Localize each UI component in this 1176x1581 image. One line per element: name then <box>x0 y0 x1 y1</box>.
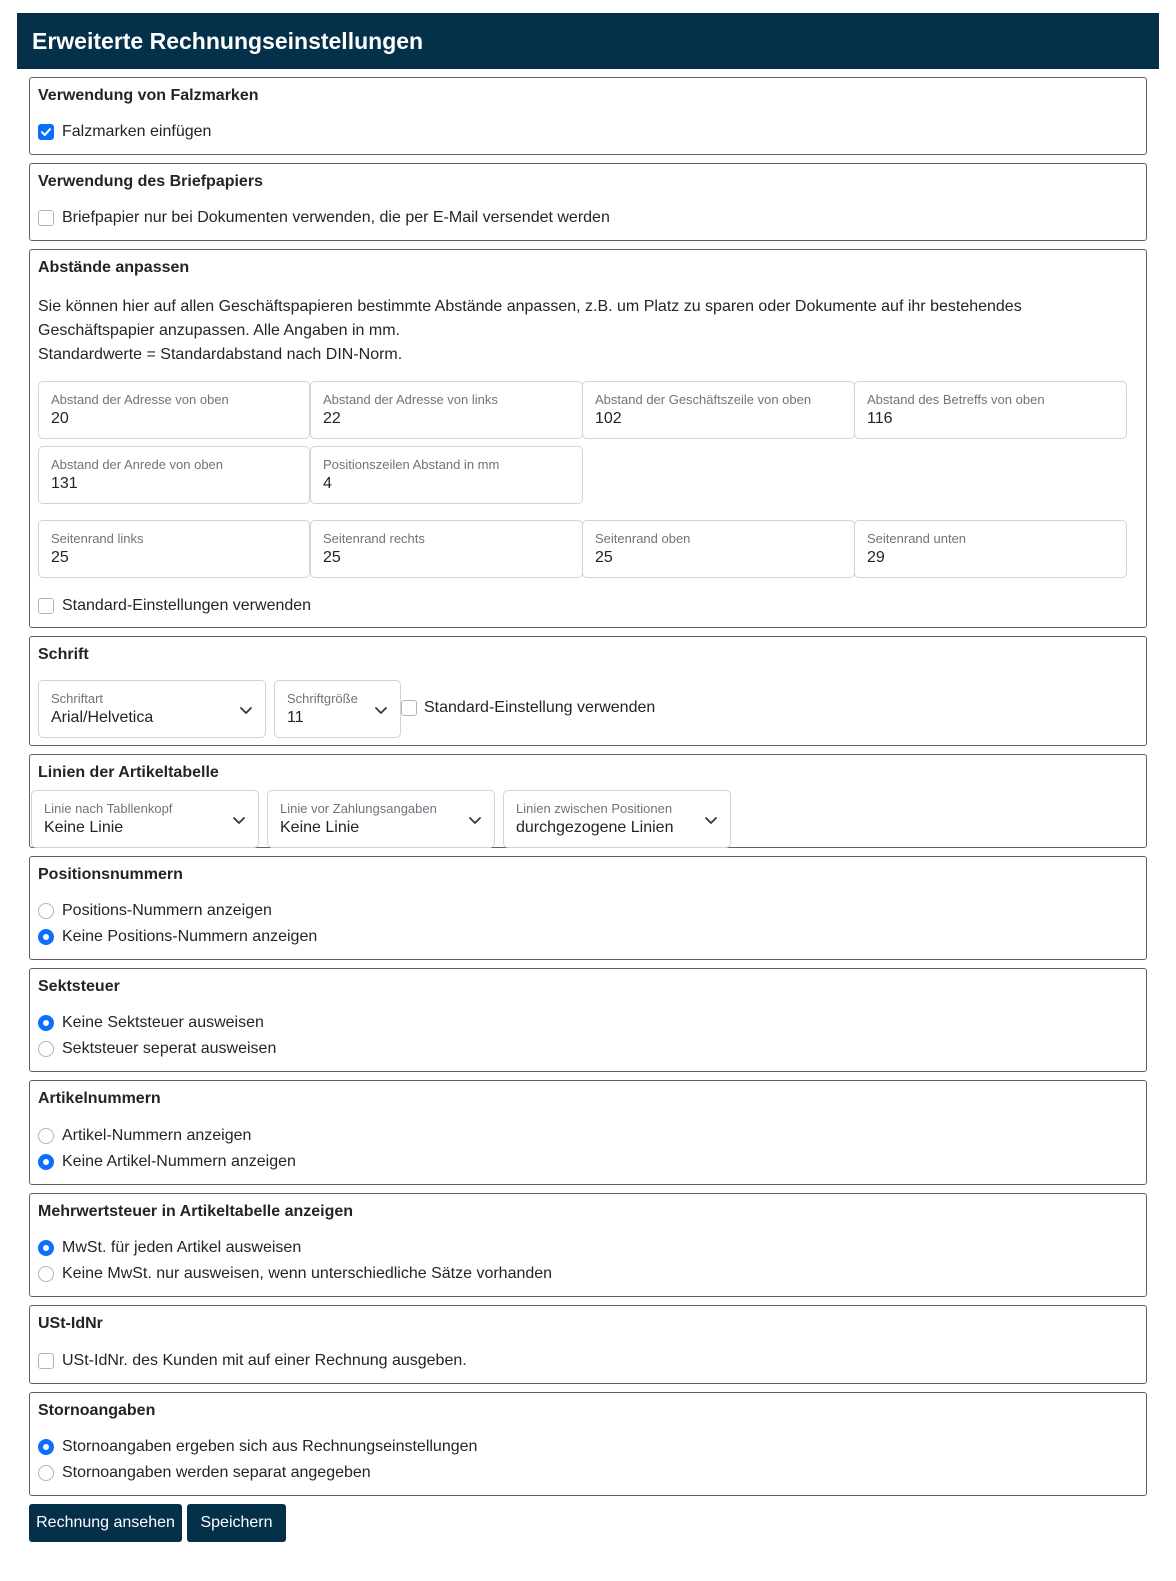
section-title: Stornoangaben <box>38 1402 156 1419</box>
field-seitenrand-rechts[interactable] <box>310 520 583 578</box>
field-adresse-links[interactable] <box>310 381 583 439</box>
section-title: Verwendung von Falzmarken <box>38 87 259 104</box>
select-linien-positionen[interactable] <box>503 790 731 848</box>
abstaende-standard-checkbox[interactable] <box>38 598 54 614</box>
radio-button[interactable] <box>38 1439 54 1455</box>
field-label: Abstand der Adresse von links <box>323 392 498 407</box>
section-falzmarken <box>29 77 1147 155</box>
description-default-note: Standardwerte = Standardabstand nach DIN-Norm. <box>38 346 403 363</box>
storno-option-settings[interactable] <box>38 1438 477 1456</box>
field-label: Positionszeilen Abstand in mm <box>323 457 500 472</box>
radio-label: Keine Positions-Nummern anzeigen <box>62 928 318 945</box>
abstaende-standard-label: Standard-Einstellungen verwenden <box>62 597 312 614</box>
select-linie-tabellenkopf[interactable] <box>31 790 259 848</box>
section-title: Sektsteuer <box>38 978 120 995</box>
sektsteuer-option-separate[interactable] <box>38 1040 276 1058</box>
mwst-option-each[interactable] <box>38 1239 301 1257</box>
field-value[interactable]: 131 <box>51 475 78 492</box>
section-linien <box>29 754 1147 848</box>
field-label: Abstand des Betreffs von oben <box>867 392 1045 407</box>
chevron-down-icon <box>232 813 246 827</box>
section-title: Positionsnummern <box>38 866 183 883</box>
field-label: Abstand der Adresse von oben <box>51 392 229 407</box>
select-label: Linie nach Tabllenkopf <box>44 801 173 816</box>
radio-button[interactable] <box>38 903 54 919</box>
field-seitenrand-oben[interactable] <box>582 520 855 578</box>
radio-button[interactable] <box>38 929 54 945</box>
field-value[interactable]: 25 <box>51 549 69 566</box>
field-seitenrand-unten[interactable] <box>854 520 1127 578</box>
section-title: Mehrwertsteuer in Artikeltabelle anzeigen <box>38 1203 354 1220</box>
radio-label: Keine MwSt. nur ausweisen, wenn unterschiedliche Sätze vorhanden <box>62 1265 553 1282</box>
checkmark-icon <box>40 126 52 138</box>
select-value: Keine Linie <box>280 819 360 836</box>
select-linie-zahlungsangaben[interactable] <box>267 790 495 848</box>
radio-button[interactable] <box>38 1266 54 1282</box>
mwst-option-different[interactable] <box>38 1265 552 1283</box>
field-positionszeilen-abstand[interactable] <box>310 446 583 504</box>
falzmarken-checkbox[interactable] <box>38 124 54 140</box>
font-select[interactable] <box>38 680 266 738</box>
section-mwst <box>29 1193 1147 1297</box>
field-value[interactable]: 116 <box>867 410 893 427</box>
chevron-down-icon <box>374 703 388 717</box>
save-button[interactable]: Speichern <box>187 1504 286 1542</box>
radio-label: Artikel-Nummern anzeigen <box>62 1127 252 1144</box>
radio-label: Stornoangaben werden separat angegeben <box>62 1464 371 1481</box>
section-abstaende <box>29 249 1147 628</box>
chevron-down-icon <box>239 703 253 717</box>
field-value[interactable]: 29 <box>867 549 885 566</box>
radio-button[interactable] <box>38 1240 54 1256</box>
select-value: Keine Linie <box>44 819 124 836</box>
section-title: USt-IdNr <box>38 1315 103 1332</box>
briefpapier-checkbox[interactable] <box>38 210 54 226</box>
radio-button[interactable] <box>38 1041 54 1057</box>
field-value[interactable]: 25 <box>323 549 341 566</box>
section-title: Schrift <box>38 646 89 663</box>
field-label: Seitenrand links <box>51 531 144 546</box>
section-title: Linien der Artikeltabelle <box>38 764 219 781</box>
field-betreff-oben[interactable] <box>854 381 1127 439</box>
chevron-down-icon <box>704 813 718 827</box>
radio-button[interactable] <box>38 1465 54 1481</box>
select-label: Schriftgröße <box>287 691 358 706</box>
select-label: Schriftart <box>51 691 104 706</box>
section-title: Abstände anpassen <box>38 259 190 276</box>
radio-label: Keine Sektsteuer ausweisen <box>62 1014 264 1031</box>
falzmarken-checkbox-option[interactable] <box>38 123 211 141</box>
field-value[interactable]: 25 <box>595 549 613 566</box>
font-size-select[interactable] <box>274 680 401 738</box>
field-label: Seitenrand oben <box>595 531 691 546</box>
select-value: 11 <box>287 709 304 726</box>
schrift-standard-checkbox[interactable] <box>401 700 417 716</box>
ustid-checkbox-option[interactable] <box>38 1352 467 1370</box>
select-label: Linie vor Zahlungsangaben <box>280 801 437 816</box>
field-label: Abstand der Anrede von oben <box>51 457 224 472</box>
field-value[interactable]: 4 <box>323 475 332 492</box>
schrift-standard-label: Standard-Einstellung verwenden <box>424 699 656 716</box>
field-value[interactable]: 20 <box>51 410 69 427</box>
field-value[interactable]: 102 <box>595 410 622 427</box>
sektsteuer-option-none[interactable] <box>38 1014 264 1032</box>
falzmarken-label: Falzmarken einfügen <box>62 123 212 140</box>
preview-invoice-button[interactable]: Rechnung ansehen <box>29 1504 182 1542</box>
field-label: Seitenrand unten <box>867 531 967 546</box>
field-value[interactable]: 22 <box>323 410 341 427</box>
artikelnummern-option-hide[interactable] <box>38 1153 296 1171</box>
radio-label: Positions-Nummern anzeigen <box>62 902 272 919</box>
radio-label: MwSt. für jeden Artikel ausweisen <box>62 1239 302 1256</box>
section-ustid <box>29 1305 1147 1384</box>
section-briefpapier <box>29 163 1147 241</box>
chevron-down-icon <box>468 813 482 827</box>
ustid-label: USt-IdNr. des Kunden mit auf einer Rechnung ausgeben. <box>62 1352 467 1369</box>
field-adresse-oben[interactable] <box>38 381 310 439</box>
section-title: Artikelnummern <box>38 1090 161 1107</box>
radio-label: Sektsteuer seperat ausweisen <box>62 1040 277 1057</box>
storno-option-separate[interactable] <box>38 1464 371 1482</box>
radio-button[interactable] <box>38 1128 54 1144</box>
positionsnummern-option-hide[interactable] <box>38 928 317 946</box>
field-label: Abstand der Geschäftszeile von oben <box>595 392 812 407</box>
briefpapier-label: Briefpapier nur bei Dokumenten verwenden, die per E-Mail versendet werden <box>62 209 610 226</box>
select-value: Arial/Helvetica <box>51 709 154 726</box>
radio-label: Stornoangaben ergeben sich aus Rechnungseinstellungen <box>62 1438 478 1455</box>
schrift-standard-option[interactable] <box>401 699 655 717</box>
section-storno <box>29 1392 1147 1496</box>
section-positionsnummern <box>29 856 1147 960</box>
ustid-checkbox[interactable] <box>38 1353 54 1369</box>
description-text: Sie können hier auf allen Geschäftspapieren bestimmte Abstände anpassen, z.B. um Platz zu sparen oder Dokumente auf ihr bestehendes Geschäftspapier anzupassen. Alle Angaben in mm. <box>38 298 1022 339</box>
field-geschaeftszeile-oben[interactable] <box>582 381 855 439</box>
section-schrift <box>29 636 1147 746</box>
section-description <box>38 295 1133 367</box>
section-title: Verwendung des Briefpapiers <box>38 173 263 190</box>
field-seitenrand-links[interactable] <box>38 520 310 578</box>
field-label: Seitenrand rechts <box>323 531 425 546</box>
artikelnummern-option-show[interactable] <box>38 1127 251 1145</box>
radio-label: Keine Artikel-Nummern anzeigen <box>62 1153 296 1170</box>
section-sektsteuer <box>29 968 1147 1072</box>
select-value: durchgezogene Linien <box>516 819 674 836</box>
radio-button[interactable] <box>38 1015 54 1031</box>
field-anrede-oben[interactable] <box>38 446 310 504</box>
page-title: Erweiterte Rechnungseinstellungen <box>17 13 1159 69</box>
section-artikelnummern <box>29 1080 1147 1185</box>
abstaende-standard-option[interactable] <box>38 597 311 615</box>
positionsnummern-option-show[interactable] <box>38 902 272 920</box>
radio-button[interactable] <box>38 1154 54 1170</box>
select-label: Linien zwischen Positionen <box>516 801 673 816</box>
briefpapier-checkbox-option[interactable] <box>38 209 610 227</box>
